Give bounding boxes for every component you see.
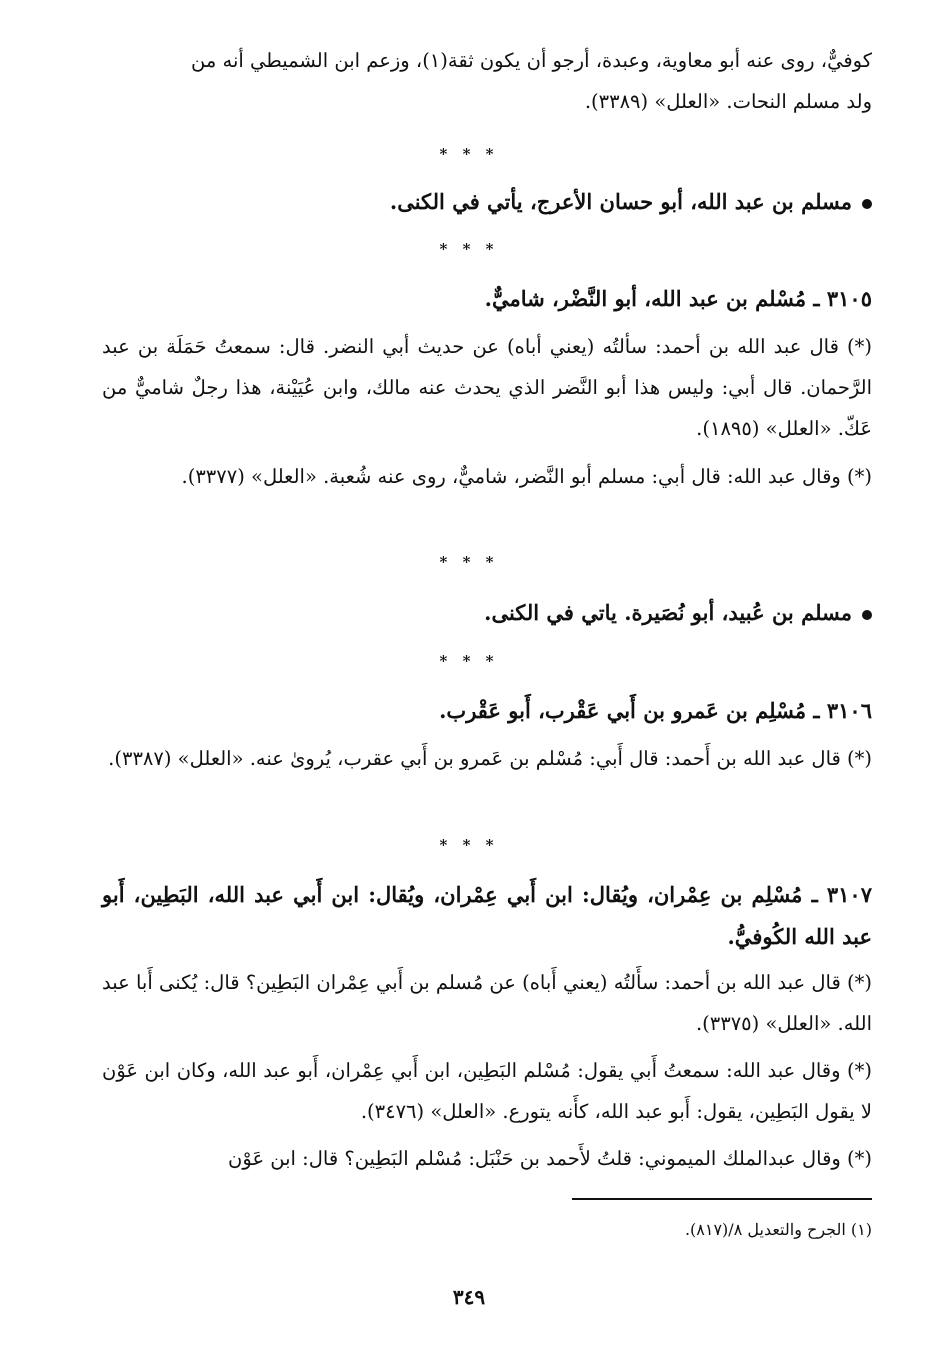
cross-reference-2-text: مسلم بن عُبيد، أبو نُصَيرة. ياتي في الكنى. [484,600,852,625]
entry-3107-paragraph-1: (*) قال عبد الله بن أحمد: سأَلتُه (يعني أَباه) عن مُسلم بن أَبي عِمْران البَطِين؟ قال: يُكنى أَبا عبد الله. «العلل» (٣٣٧٥). [102,971,872,1035]
intro-line-1: كوفيٌّ، روى عنه أبو معاوية، وعبدة، أرجو أن يكون ثقة(١)، وزعم ابن الشميطي أنه من [191,49,872,72]
section-separator: * * * [439,145,499,163]
entry-3106-paragraph-1: (*) قال عبد الله بن أَحمد: قال أَبي: مُسْلم بن عَمرو بن أَبي عقرب، يُروىٰ عنه. «العلل» (٣٣٨٧). [108,747,872,770]
entry-3106-heading: ٣١٠٦ ـ مُسْلِم بن عَمرو بن أَبي عَقْرب، أَبو عَقْرب. [439,698,872,723]
footnote: (١) الجرح والتعديل ٨/(٨١٧). [684,1220,872,1239]
entry-3107-heading: ٣١٠٧ ـ مُسْلِم بن عِمْران، ويُقال: ابن أَبي عِمْران، ويُقال: ابن أَبي عبد الله، البَطِين، أَبو عبد الله الكُوفيُّ. [102,882,872,949]
entry-3107-paragraph-3: (*) وقال عبدالملك الميموني: قلتُ لأَحمد بن حَنْبَل: مُسْلم البَطِين؟ قال: ابن عَوْن [228,1147,872,1170]
entry-3107-paragraph-2: (*) وقال عبد الله: سمعتُ أَبي يقول: مُسْلم البَطِين، ابن أَبي عِمْران، أَبو عبد الله، وكان ابن عَوْن لا يقول البَطِين، يقول: أَبو عبد الله، كأَنه يتورع. «العلل» (٣٤٧٦). [102,1059,872,1123]
cross-reference-1 [72,185,872,219]
intro-line-2: ولد مسلم النحات. «العلل» (٣٣٨٩). [584,90,872,113]
cross-reference-1-text: مسلم بن عبد الله، أبو حسان الأعرج، يأتي في الكنى. [389,189,852,214]
bullet-icon [862,199,872,209]
bullet-icon [862,610,872,620]
cross-reference-2 [72,596,872,630]
intro-text [102,40,872,122]
entry-3105-paragraph-2: (*) وقال عبد الله: قال أبي: مسلم أبو النَّضر، شاميٌّ، روى عنه شُعبة. «العلل» (٣٣٧٧). [181,465,872,488]
section-separator: * * * [439,240,499,258]
section-separator: * * * [439,652,499,670]
entry-3105-paragraph-1: (*) قال عبد الله بن أحمد: سألتُه (يعني أباه) عن حديث أبي النضر. قال: سمعتُ حَمَلَة بن عبد الرَّحمان. قال أبي: وليس هذا أبو النَّضر الذي يحدث عنه مالك، وابن عُيَيْنة، هذا رجلٌ شاميٌّ من عَكّ. «العلل» (١٨٩٥). [102,335,872,440]
entry-3105-heading: ٣١٠٥ ـ مُسْلم بن عبد الله، أبو النَّضْر، شاميٌّ. [484,286,872,311]
section-separator: * * * [439,836,499,854]
section-separator: * * * [439,553,499,571]
page-number: ٣٤٩ [452,1285,486,1309]
footnote-divider [572,1198,872,1200]
